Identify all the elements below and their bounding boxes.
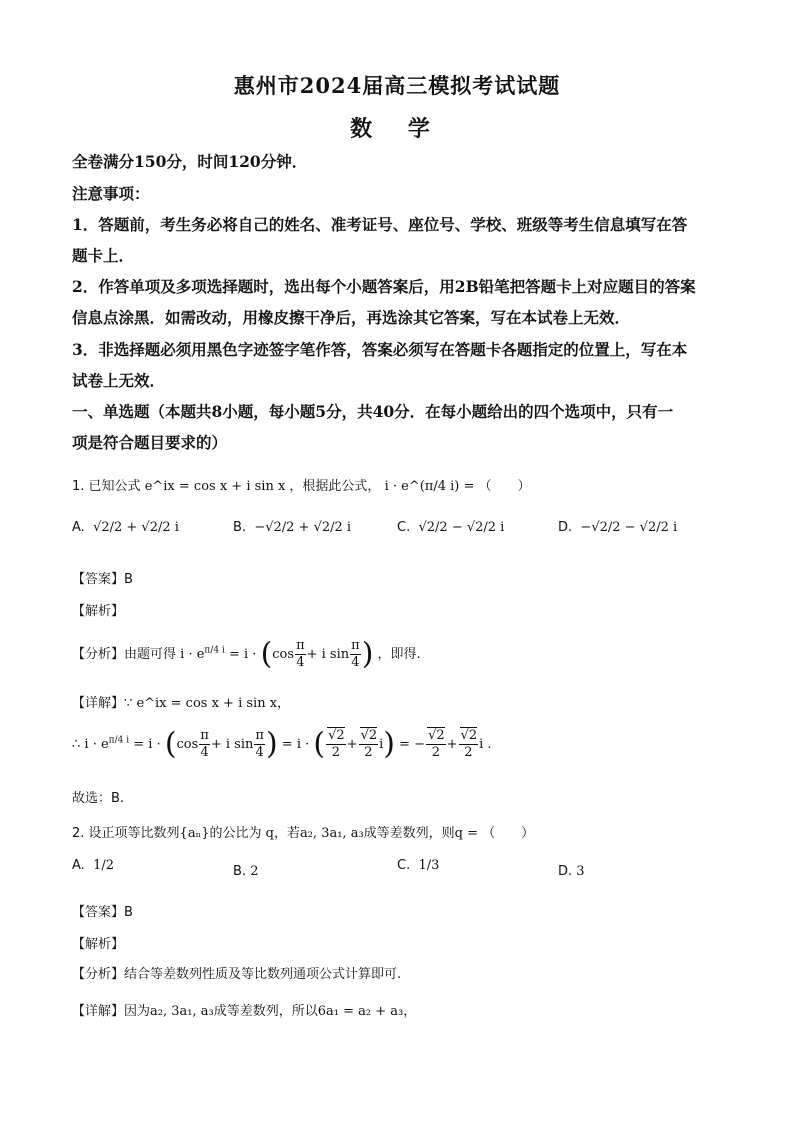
notice-item-2a: 2．作答单项及多项选择题时，选出每个小题答案后，用2B铅笔把答题卡上对应题目的答案 <box>72 277 696 296</box>
notice-item-1b: 题卡上． <box>72 246 135 265</box>
section-heading-b: 项是符合题目要求的） <box>72 433 228 452</box>
section-heading-a: 一、单选题（本题共8小题，每小题5分，共40分．在每小题给出的四个选项中，只有一 <box>72 402 674 421</box>
q1-fenxi: 【分析】由题可得 $i \cdot e^{\pi/4 i} = i \cdot (\cos$ $\frac{\pi}{4}$ + i sin $\frac{\pi}{4}$ ) ，即得. <box>72 636 421 672</box>
q1-detail: 【详解】∵ e^ix = cos x + i sin x， <box>72 696 291 711</box>
q2-option-b: B. 2 <box>233 864 259 879</box>
q2-stem: 2. 设正项等比数列{aₙ}的公比为 q，若a₂, 3a₁, a₃成等差数列，则q = （ ） <box>72 826 535 841</box>
q1-option-b: B. −√2/2 + √2/2 i <box>233 520 352 535</box>
q1-conclusion: 故选：B. <box>72 791 125 806</box>
q2-fenxi: 【分析】结合等差数列性质及等比数列通项公式计算即可. <box>72 967 402 982</box>
q2-option-d: D. 3 <box>558 864 585 879</box>
q2-option-c: C. 1/3 <box>397 858 440 873</box>
notice-item-2b: 信息点涂黑．如需改动，用橡皮擦干净后，再选涂其它答案，写在本试卷上无效． <box>72 308 631 327</box>
exam-title: 惠州市2024届高三模拟考试试题 <box>233 73 561 98</box>
q1-expression: i · e^(π/4 i) = <box>384 479 475 494</box>
notice-item-3a: 3．非选择题必须用黑色字迹签字笔作答，答案必须写在答题卡各题指定的位置上，写在本 <box>72 340 688 359</box>
q1-derivation: ∴ $i \cdot e^{\pi/4 i} = i \cdot (\cos$ $\frac{\pi}{4}$ + i sin $\frac{\pi}{4}$ ) = i · ( $\frac{√2}{2}$ + $\frac{√2}{2}$ i) = − $\frac{√2}{2}$ + $\frac{√2}{2}$ i . <box>72 726 492 762</box>
q2-detail: 【详解】因为a₂, 3a₁, a₃成等差数列，所以6a₁ = a₂ + a₃， <box>72 1004 417 1019</box>
q1-formula: e^ix = cos x + i sin x <box>144 479 286 494</box>
notice-item-3b: 试卷上无效． <box>72 371 166 390</box>
q1-option-c: C. √2/2 − √2/2 i <box>397 520 505 535</box>
q2-analysis-label: 【解析】 <box>72 937 125 952</box>
q1-option-d: D. −√2/2 − √2/2 i <box>558 520 678 535</box>
q1-fenxi-formula: $i \cdot e^{\pi/4 i} = i \cdot (\cos$ $\frac{\pi}{4}$ + i sin $\frac{\pi}{4}$ ) <box>180 636 374 672</box>
q1-answer: 【答案】B <box>72 572 133 587</box>
q1-stem: 1. 已知公式 e^ix = cos x + i sin x ，根据此公式， i · e^(π/4 i) = （ ） <box>72 479 531 494</box>
q1-analysis-label: 【解析】 <box>72 604 125 619</box>
full-score-line: 全卷满分150分，时间120分钟． <box>72 152 308 171</box>
q2-option-a: A. 1/2 <box>72 858 114 873</box>
notice-item-1a: 1．答题前，考生务必将自己的姓名、准考证号、座位号、学校、班级等考生信息填写在答 <box>72 215 688 234</box>
q1-option-a: A. √2/2 + √2/2 i <box>72 520 179 535</box>
notice-title: 注意事项： <box>72 184 150 203</box>
subject-title: 数 学 <box>350 116 444 142</box>
q2-answer: 【答案】B <box>72 905 133 920</box>
